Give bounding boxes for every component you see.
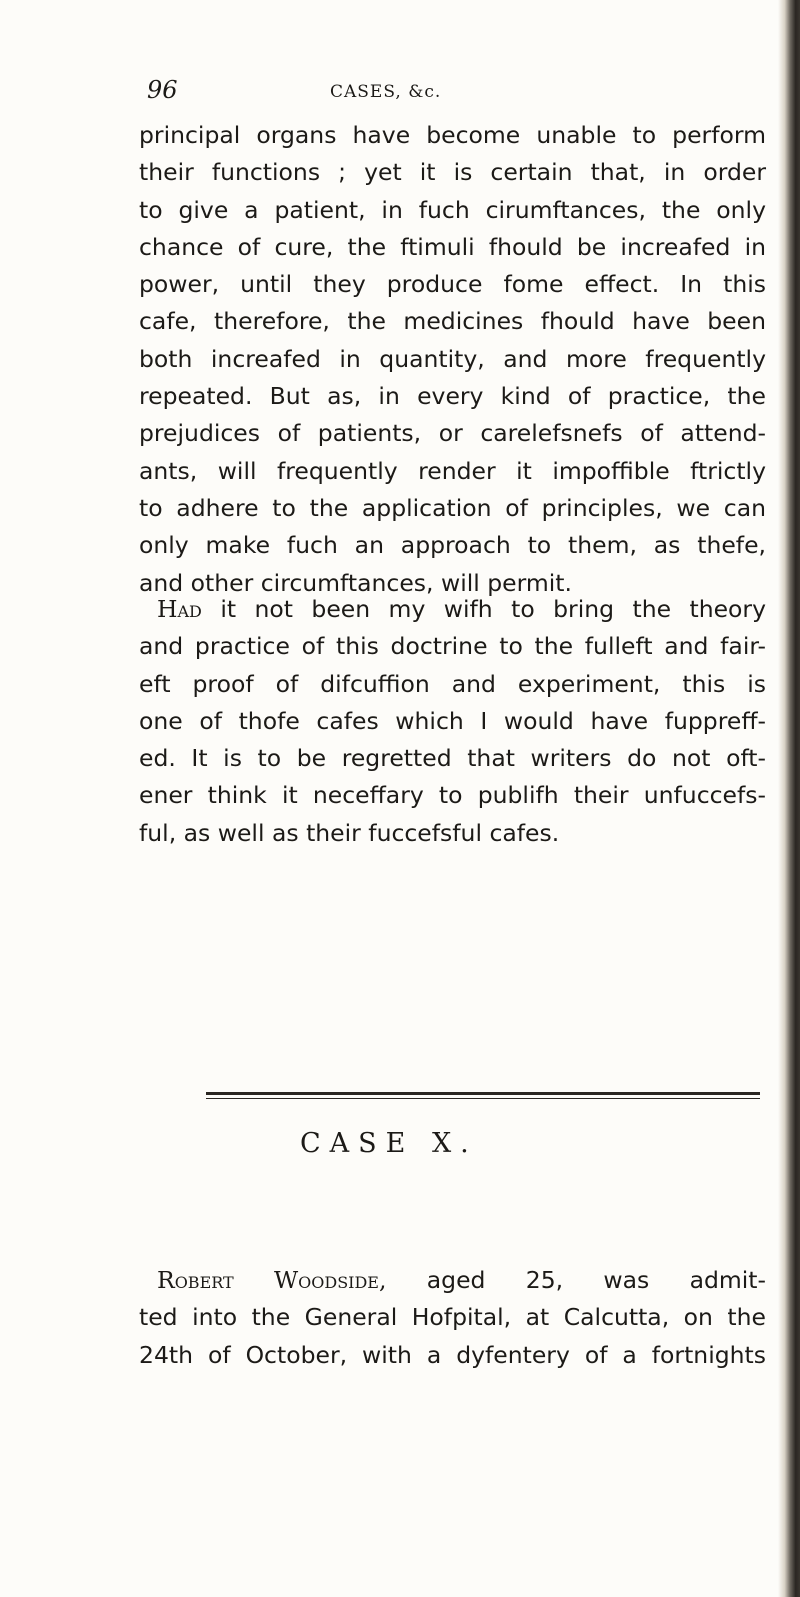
text-line-rest: it not been my wifh to bring the theory [201, 595, 766, 623]
text-line: ed. It is to be regretted that writers do not oft- [139, 744, 766, 773]
text-line: power, until they produce fome effect. In this [139, 270, 766, 299]
section-divider [206, 1092, 760, 1095]
paragraph-2 [139, 591, 766, 852]
text-line-first [139, 1262, 766, 1299]
text-line: chance of cure, the ftimuli fhould be increafed in [139, 232, 766, 261]
text-line: eft proof of difcuffion and experiment, this is [139, 669, 766, 698]
text-line-rest: aged 25, was admit- [386, 1266, 766, 1294]
text-line: and practice of this doctrine to the fulleft and fair- [139, 632, 766, 661]
lead-word: Had [157, 595, 202, 623]
text-line: only make fuch an approach to them, as thefe, [139, 531, 766, 560]
text-line: to give a patient, in fuch cirumftances, the only [139, 195, 766, 224]
patient-name: Robert Woodside, [157, 1266, 387, 1294]
running-head: CASES, &c. [330, 82, 442, 102]
page-header [147, 76, 567, 116]
text-line: and other circumftances, will permit. [139, 568, 572, 597]
text-line: 24th of October, with a dyfentery of a fortnights [139, 1340, 766, 1369]
text-line: ful, as well as their fuccefsful cafes. [139, 818, 560, 847]
case-heading: CASE X. [300, 1128, 478, 1159]
paragraph-3 [139, 1262, 766, 1374]
page-edge-shadow [778, 0, 800, 1597]
text-line: principal organs have become unable to perform [139, 121, 766, 149]
paragraph-1 [139, 117, 766, 602]
text-line: their functions ; yet it is certain that, in order [139, 158, 766, 187]
section-divider-thin [206, 1098, 760, 1099]
text-line: repeated. But as, in every kind of practice, the [139, 382, 766, 411]
text-line: to adhere to the application of principles, we can [139, 493, 766, 522]
text-line: ener think it neceffary to publifh their unfuccefs- [139, 781, 766, 810]
text-line: ted into the General Hofpital, at Calcutta, on the [139, 1303, 766, 1332]
text-line: prejudices of patients, or carelefsnefs of attend- [139, 419, 766, 448]
text-line: one of thofe cafes which I would have fuppreff- [139, 706, 766, 735]
page-number: 96 [147, 76, 178, 104]
text-line-first [139, 591, 766, 628]
text-line: cafe, therefore, the medicines fhould have been [139, 307, 766, 336]
text-line: ants, will frequently render it impoffible ftrictly [139, 456, 766, 485]
text-line: both increafed in quantity, and more frequently [139, 344, 766, 373]
